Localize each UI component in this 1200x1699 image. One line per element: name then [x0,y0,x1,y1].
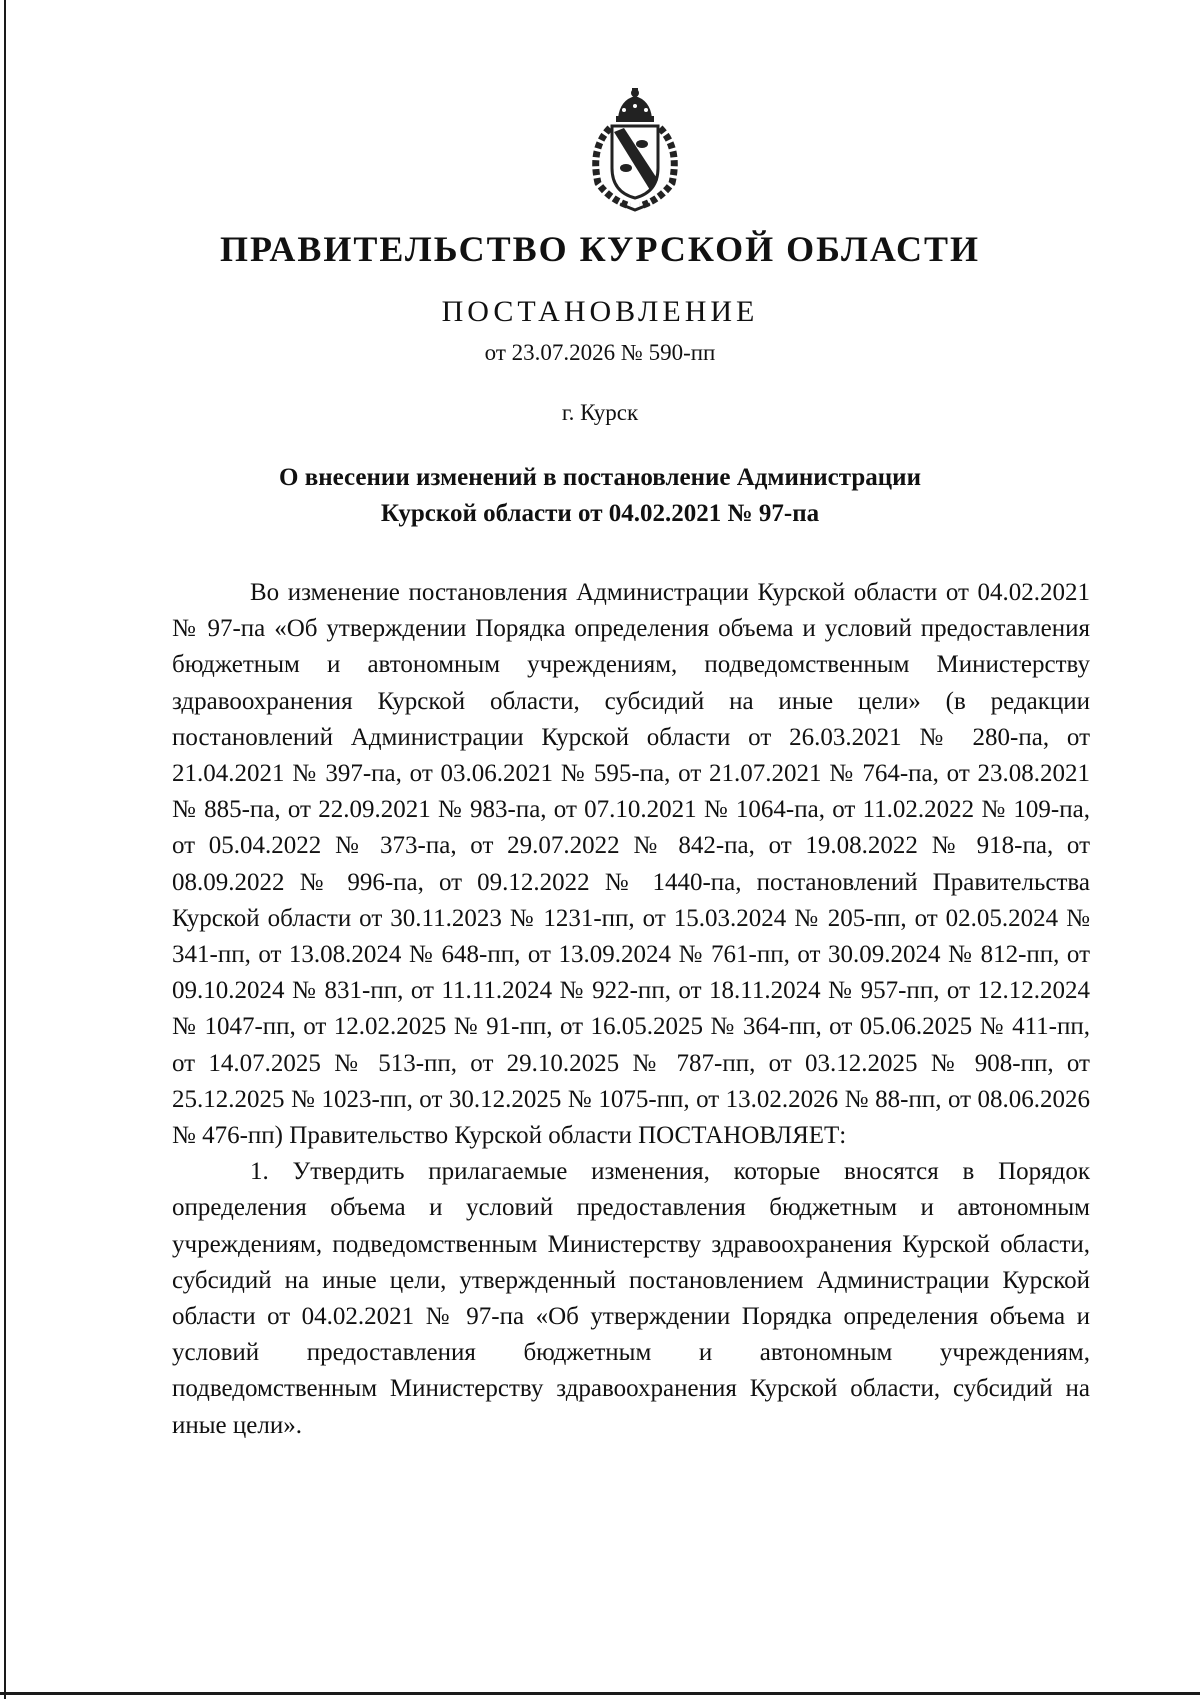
item-1-paragraph: 1. Утвердить прилагаемые изменения, которые вносятся в Порядок определения объема и условий предоставления бюджетным и автономным учреждениям, подведомственным Министерству здравоохранения Курской области, субсидий на иные цели, утвержденный постановлением Администрации Курской области от 04.02.2021 № 97-па «Об утверждении Порядка определения объема и условий предоставления бюджетным и автономным учреждениям, подведомственным Министерству здравоохранения Курской области, субсидий на иные цели». [172,1158,1090,1439]
subject-line-1: О внесении изменений в постановление Администрации [279,464,921,491]
document-body [172,575,1090,1444]
organization-title: ПРАВИТЕЛЬСТВО КУРСКОЙ ОБЛАСТИ [219,229,981,269]
document-city: г. Курск [561,400,639,425]
preamble-paragraph: Во изменение постановления Администрации Курской области от 04.02.2021 № 97-па «Об утверждении Порядка определения объема и условий предоставления бюджетным и автономным учреждениям, подведомственным Министерству здравоохранения Курской области, субсидий на иные цели» (в редакции постановлений Администрации Курской области от 26.03.2021 № 280-па, от 21.04.2021 № 397-па, от 03.06.2021 № 595-па, от 21.07.2021 № 764-па, от 23.08.2021 № 885-па, от 22.09.2021 № 983-па, от 07.10.2021 № 1064-па, от 11.02.2022 № 109-па, от 05.04.2022 № 373-па, от 29.07.2022 № 842-па, от 19.08.2022 № 918-па, от 08.09.2022 № 996-па, от 09.12.2022 № 1440-па, постановлений Правительства Курской области от 30.11.2023 № 1231-пп, от 15.03.2024 № 205-пп, от 02.05.2024 № 341-пп, от 13.08.2024 № 648-пп, от 13.09.2024 № 761-пп, от 30.09.2024 № 812-пп, от 09.10.2024 № 831-пп, от 11.11.2024 № 922-пп, от 18.11.2024 № 957-пп, от 12.12.2024 № 1047-пп, от 12.02.2025 № 91-пп, от 16.05.2025 № 364-пп, от 05.06.2025 № 411-пп, от 14.07.2025 № 513-пп, от 29.10.2025 № 787-пп, от 03.12.2025 № 908-пп, от 25.12.2025 № 1023-пп, от 30.12.2025 № 1075-пп, от 13.02.2026 № 88-пп, от 08.06.2026 № 476-пп) Правительство Курской области ПОСТАНОВЛЯЕТ: [172,579,1090,1150]
document-subject [0,460,1200,532]
kursk-coat-of-arms-icon [580,88,690,213]
document-number: от 23.07.2026 № 590-пп [484,340,716,365]
subject-line-2: Курской области от 04.02.2021 № 97-па [380,500,820,527]
document-type: ПОСТАНОВЛЕНИЕ [441,295,759,328]
page-bottom-border [0,1692,1200,1695]
